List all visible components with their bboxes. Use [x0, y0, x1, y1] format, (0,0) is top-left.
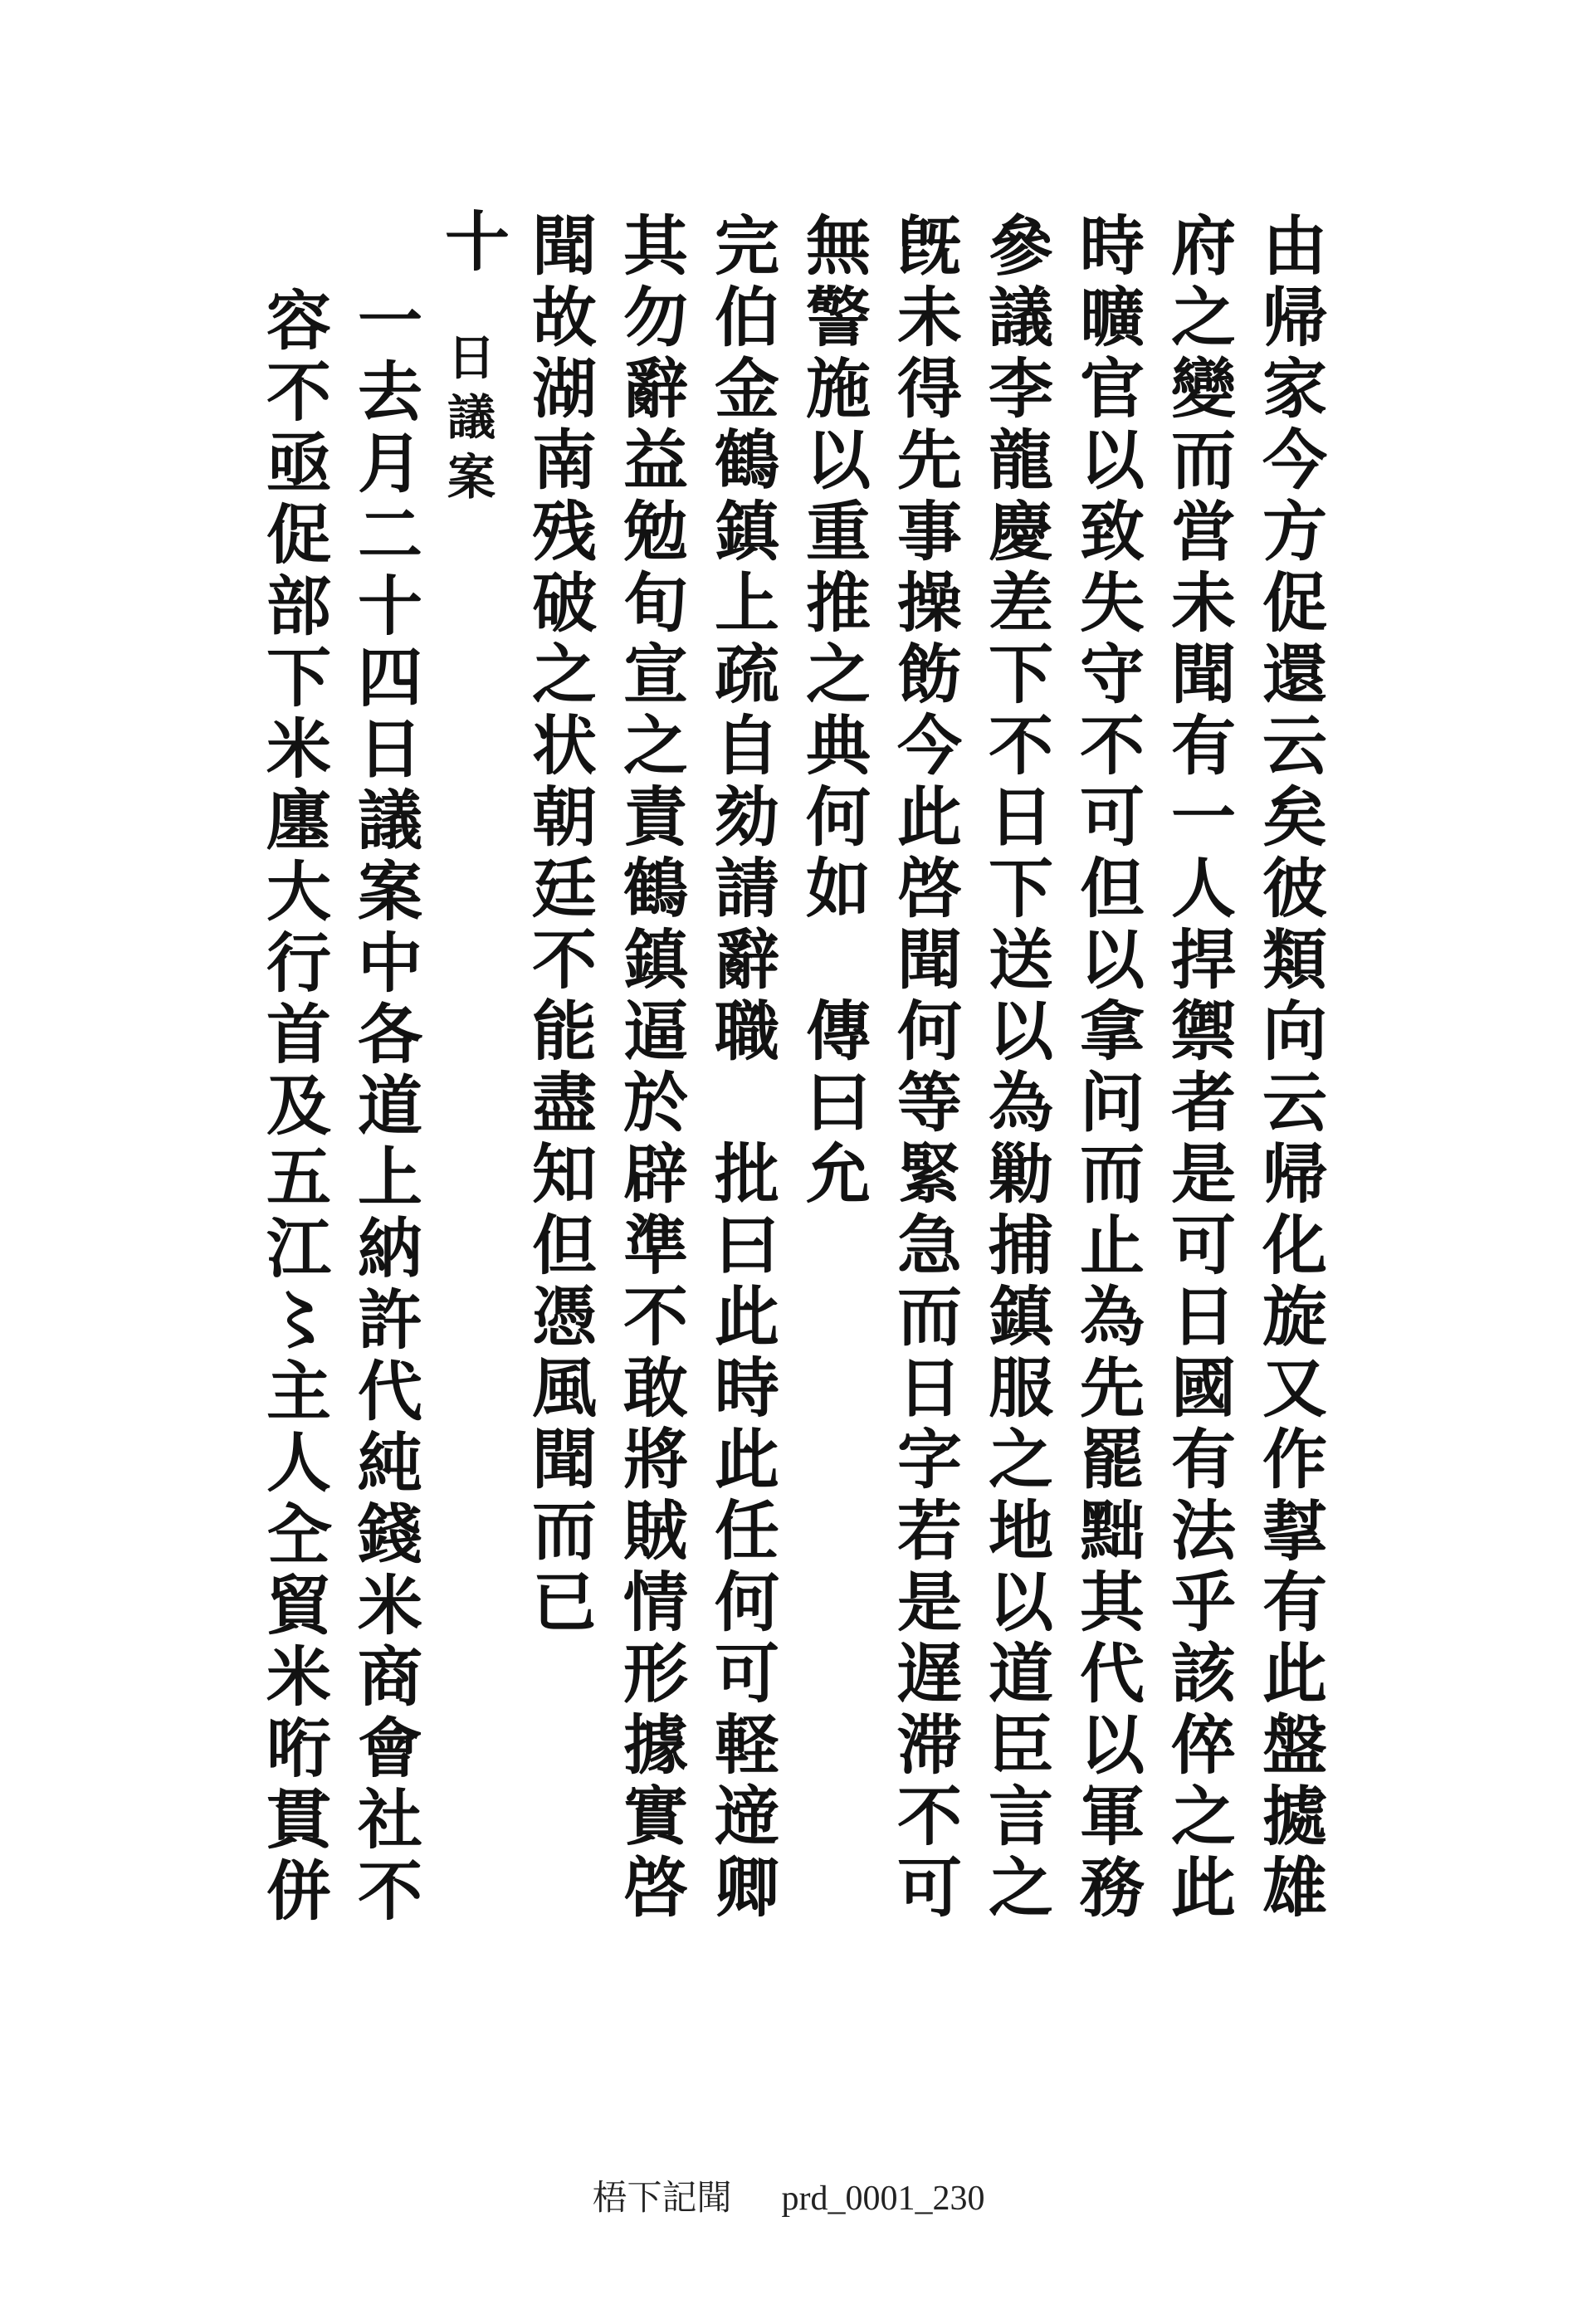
text-column-1: 由帰家今方促還云矣彼類向云帰化旋又作㨍有此盤㨿雄	[1252, 212, 1327, 1925]
text-column-5: 旣未得先事操飭今此啓聞何等緊急而日字若是遅滞不可	[886, 212, 962, 1925]
page-id: prd_0001_230	[781, 2180, 985, 2218]
text-column-11: 日議案	[439, 332, 496, 511]
book-title: 梧下記聞	[592, 2180, 732, 2218]
text-column-12: 一去月二十四日議案中各道上納許代純錢米商會社不	[347, 286, 422, 1928]
text-column-3: 時曠官以致失守不可但以拿问而止為先罷黜其代以軍務	[1069, 212, 1145, 1925]
text-column-13: 容不亟促部下米廛大行首及五江〻主人㒰貿米哘貫併	[256, 286, 331, 1928]
text-column-2: 府之變而営未聞有一人捍禦者是可日國有法乎該倅之此	[1160, 212, 1236, 1925]
text-column-7: 完伯金鶴鎮上疏自劾請辭職 批曰此時此任何可軽遆卿	[704, 212, 779, 1925]
text-column-6: 無警施以重推之典何如 傳曰允	[795, 212, 871, 1211]
text-column-10: 十	[434, 208, 510, 279]
text-column-9: 聞故湖南残破之状朝廷不能盡知但憑風聞而已	[521, 212, 597, 1639]
text-column-4: 參議李龍慶差下不日下送以為勦捕鎮服之地以道臣言之	[978, 212, 1053, 1925]
page-footer	[0, 2170, 1577, 2220]
text-column-8: 其勿辭益勉旬宣之責鶴鎮逼於辟準不敢將賊情形據實啓	[613, 212, 688, 1925]
